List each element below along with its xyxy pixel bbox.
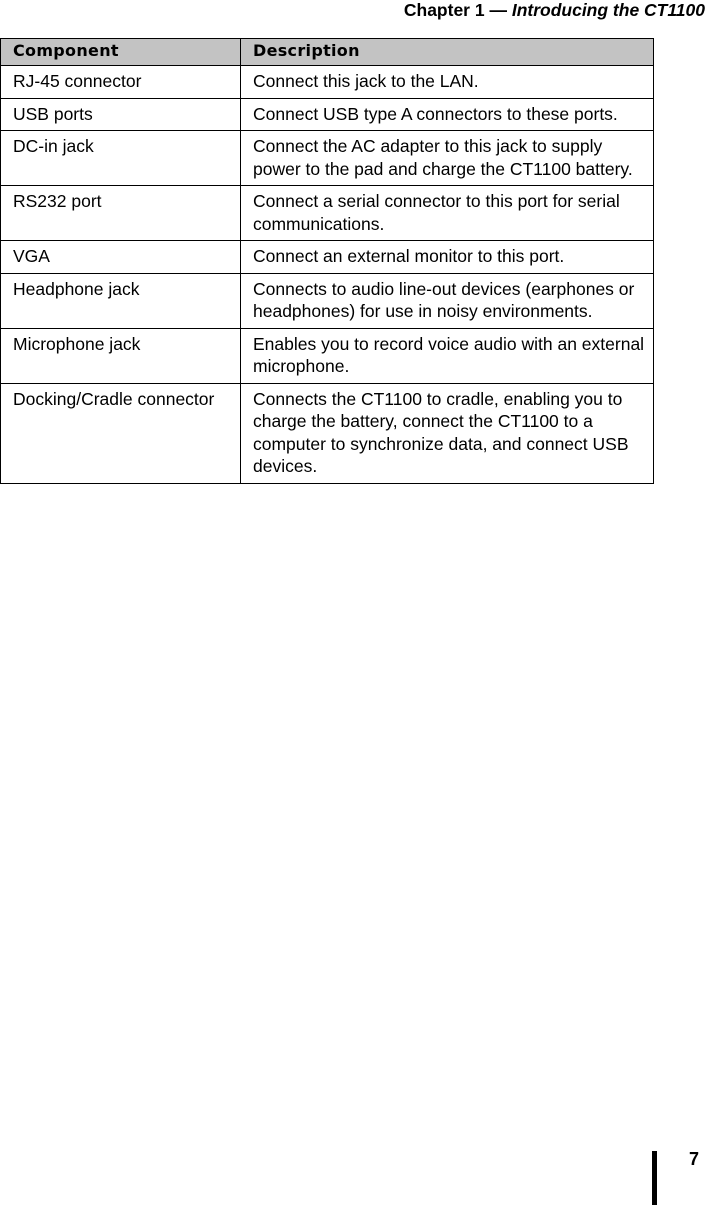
- cell-component: RJ-45 connector: [1, 66, 241, 99]
- cell-description: Enables you to record voice audio with an external microphone.: [241, 328, 654, 383]
- chapter-prefix: Chapter 1 —: [403, 0, 507, 20]
- cell-description: Connects to audio line-out devices (earphones or headphones) for use in noisy environments.: [241, 273, 654, 328]
- cell-component: VGA: [1, 241, 241, 274]
- table-row: [1, 131, 654, 186]
- table-row: [1, 383, 654, 483]
- cell-description: Connect this jack to the LAN.: [241, 66, 654, 99]
- cell-component: RS232 port: [1, 186, 241, 241]
- chapter-title: Introducing the CT1100: [511, 0, 705, 20]
- component-table: [0, 38, 654, 484]
- column-header-component: Component: [1, 39, 241, 66]
- table-row: [1, 66, 654, 99]
- table-header-row: [1, 39, 654, 66]
- cell-component: Headphone jack: [1, 273, 241, 328]
- cell-component: Microphone jack: [1, 328, 241, 383]
- cell-description: Connect USB type A connectors to these ports.: [241, 98, 654, 131]
- table-row: [1, 98, 654, 131]
- cell-component: DC-in jack: [1, 131, 241, 186]
- table-row: [1, 186, 654, 241]
- cell-description: Connect a serial connector to this port for serial communications.: [241, 186, 654, 241]
- cell-description: Connects the CT1100 to cradle, enabling you to charge the battery, connect the CT1100 to a computer to synchronize data, and connect USB devices.: [241, 383, 654, 483]
- table-row: [1, 273, 654, 328]
- table-row: [1, 241, 654, 274]
- column-header-description: Description: [241, 39, 654, 66]
- page-margin-bar: [652, 1151, 657, 1205]
- cell-description: Connect the AC adapter to this jack to supply power to the pad and charge the CT1100 battery.: [241, 131, 654, 186]
- cell-component: Docking/Cradle connector: [1, 383, 241, 483]
- running-header: [404, 0, 705, 22]
- cell-component: USB ports: [1, 98, 241, 131]
- cell-description: Connect an external monitor to this port.: [241, 241, 654, 274]
- table-row: [1, 328, 654, 383]
- page-number: 7: [688, 1149, 699, 1169]
